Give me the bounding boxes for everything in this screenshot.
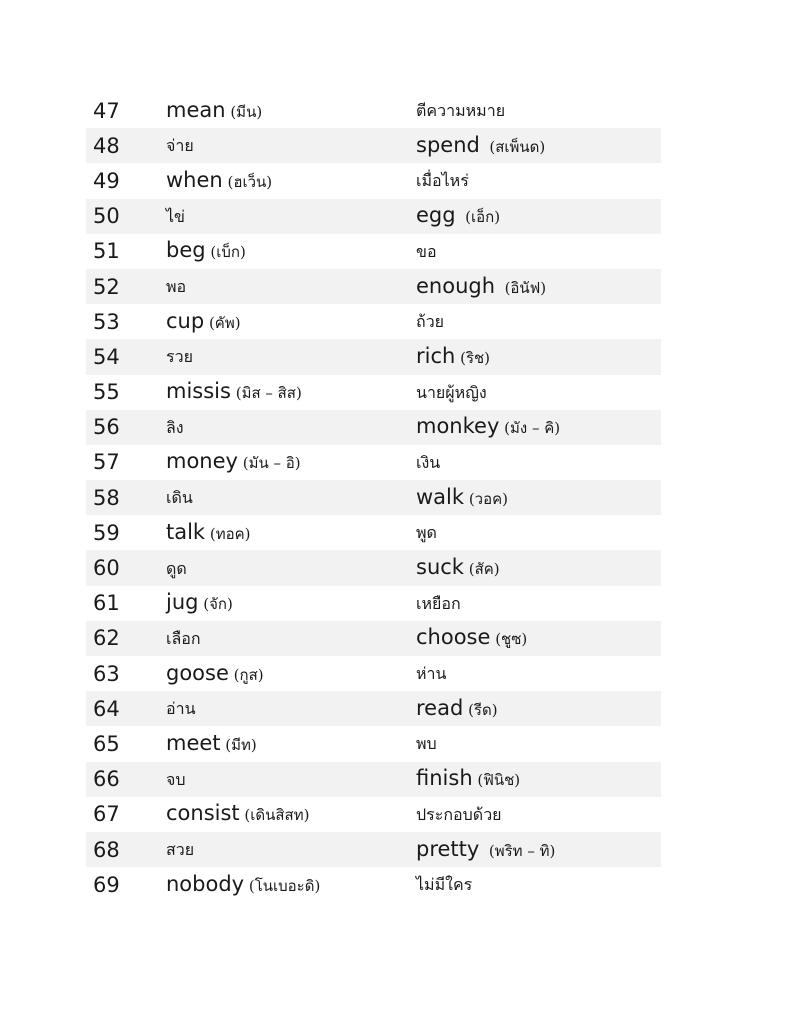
table-row (86, 691, 661, 726)
table-row (86, 199, 661, 234)
thai-pronunciation: (ฮเว็น) (222, 172, 273, 191)
thai-meaning: พูด (416, 523, 437, 543)
thai-meaning: ไม่มีใคร (416, 875, 473, 895)
english-word: spend (416, 132, 480, 157)
row-number: 60 (93, 556, 120, 581)
column-a-cell (166, 797, 416, 832)
thai-pronunciation: (ฟินิช) (472, 771, 521, 790)
table-row (86, 93, 661, 128)
column-b-cell (416, 691, 661, 726)
row-number: 48 (93, 133, 120, 158)
row-number: 55 (93, 380, 120, 405)
thai-meaning: ห่าน (416, 664, 447, 684)
thai-meaning: เลือก (166, 628, 201, 648)
table-row (86, 375, 661, 410)
thai-meaning: จบ (166, 769, 186, 789)
table-row (86, 867, 661, 902)
column-b-cell (416, 726, 661, 761)
row-number: 62 (93, 626, 120, 651)
table-row (86, 269, 661, 304)
thai-meaning: พอ (166, 277, 187, 297)
table-row (86, 656, 661, 691)
table-row (86, 163, 661, 198)
english-word: finish (416, 766, 473, 791)
english-word: money (166, 449, 238, 474)
thai-meaning: ขอ (416, 241, 437, 261)
column-a-cell (166, 656, 416, 691)
column-b-cell (416, 339, 661, 374)
column-b-cell (416, 410, 661, 445)
column-b-cell (416, 445, 661, 480)
thai-pronunciation: (มัน – อิ) (237, 454, 301, 473)
thai-pronunciation: (ริช) (455, 348, 491, 367)
thai-pronunciation: (ชูซ) (490, 630, 528, 649)
thai-pronunciation: (อินัฟ) (495, 278, 547, 297)
thai-pronunciation: (พริท – ทิ) (479, 841, 556, 860)
thai-meaning: ตีความหมาย (416, 101, 506, 121)
english-word: talk (166, 519, 206, 544)
table-row (86, 726, 661, 761)
english-word: mean (166, 97, 226, 122)
column-a-cell (166, 867, 416, 902)
thai-meaning: สวย (166, 840, 195, 860)
column-a-cell (166, 375, 416, 410)
thai-meaning: จ่าย (166, 136, 194, 156)
table-row (86, 410, 661, 445)
row-number: 56 (93, 415, 120, 440)
column-a-cell (166, 93, 416, 128)
thai-pronunciation: (มัง – คิ) (499, 419, 561, 438)
thai-pronunciation: (กูส) (228, 665, 264, 684)
thai-pronunciation: (ทอค) (205, 524, 251, 543)
thai-meaning: อ่าน (166, 699, 196, 719)
row-number: 59 (93, 520, 120, 545)
english-word: beg (166, 238, 206, 263)
column-a-cell (166, 621, 416, 656)
thai-pronunciation: (เบ็ก) (205, 243, 246, 262)
table-row (86, 445, 661, 480)
thai-pronunciation: (เดินสิสท) (239, 806, 310, 825)
row-number: 69 (93, 872, 120, 897)
english-word: consist (166, 801, 240, 826)
column-b-cell (416, 163, 661, 198)
vocabulary-table-body (86, 93, 661, 902)
table-row (86, 621, 661, 656)
row-number: 49 (93, 168, 120, 193)
english-word: when (166, 167, 223, 192)
column-a-cell (166, 199, 416, 234)
english-word: suck (416, 555, 464, 580)
table-row (86, 515, 661, 550)
table-row (86, 762, 661, 797)
thai-meaning: พบ (416, 734, 437, 754)
thai-meaning: รวย (166, 347, 193, 367)
column-b-cell (416, 656, 661, 691)
column-a-cell (166, 339, 416, 374)
thai-pronunciation: (รีด) (463, 700, 498, 719)
column-b-cell (416, 269, 661, 304)
thai-meaning: เดิน (166, 488, 193, 508)
thai-meaning: เหยือก (416, 593, 461, 613)
thai-pronunciation: (โนเบอะดิ) (244, 876, 321, 895)
row-number: 52 (93, 274, 120, 299)
table-row (86, 797, 661, 832)
thai-meaning: เมื่อไหร่ (416, 171, 469, 191)
row-number: 68 (93, 837, 120, 862)
column-b-cell (416, 375, 661, 410)
column-b-cell (416, 199, 661, 234)
table-row (86, 586, 661, 621)
thai-pronunciation: (มีท) (220, 735, 257, 754)
column-a-cell (166, 726, 416, 761)
row-number: 58 (93, 485, 120, 510)
column-b-cell (416, 93, 661, 128)
thai-meaning: ไข่ (166, 206, 185, 226)
row-number: 66 (93, 767, 120, 792)
column-b-cell (416, 128, 661, 163)
column-a-cell (166, 410, 416, 445)
english-word: missis (166, 379, 231, 404)
thai-pronunciation: (เอ็ก) (455, 208, 501, 227)
english-word: meet (166, 730, 221, 755)
column-a-cell (166, 550, 416, 585)
column-a-cell (166, 128, 416, 163)
english-word: jug (166, 590, 199, 615)
english-word: walk (416, 484, 465, 509)
row-number: 50 (93, 204, 120, 229)
table-row (86, 480, 661, 515)
thai-pronunciation: (มิส – สิส) (230, 384, 302, 403)
column-a-cell (166, 586, 416, 621)
row-number: 65 (93, 731, 120, 756)
column-a-cell (166, 445, 416, 480)
thai-pronunciation: (มีน) (225, 102, 263, 121)
english-word: egg (416, 203, 456, 228)
column-a-cell (166, 234, 416, 269)
thai-meaning: ลิง (166, 417, 184, 437)
table-row (86, 234, 661, 269)
column-a-cell (166, 762, 416, 797)
column-b-cell (416, 586, 661, 621)
row-number: 63 (93, 661, 120, 686)
column-b-cell (416, 304, 661, 339)
column-a-cell (166, 832, 416, 867)
thai-pronunciation: (สัค) (463, 560, 500, 579)
english-word: cup (166, 308, 205, 333)
column-a-cell (166, 480, 416, 515)
english-word: monkey (416, 414, 500, 439)
english-word: enough (416, 273, 496, 298)
thai-meaning: เงิน (416, 452, 441, 472)
thai-pronunciation: (จัก) (198, 595, 233, 614)
english-word: goose (166, 660, 229, 685)
thai-pronunciation: (คัพ) (204, 313, 241, 332)
column-b-cell (416, 797, 661, 832)
row-number: 67 (93, 802, 120, 827)
english-word: rich (416, 343, 456, 368)
english-word: choose (416, 625, 491, 650)
column-b-cell (416, 621, 661, 656)
column-b-cell (416, 515, 661, 550)
column-a-cell (166, 163, 416, 198)
thai-meaning: นายผู้หญิง (416, 382, 487, 402)
column-b-cell (416, 762, 661, 797)
english-word: pretty (416, 836, 480, 861)
column-a-cell (166, 269, 416, 304)
column-b-cell (416, 550, 661, 585)
english-word: read (416, 695, 464, 720)
column-b-cell (416, 832, 661, 867)
row-number: 53 (93, 309, 120, 334)
column-b-cell (416, 480, 661, 515)
column-a-cell (166, 691, 416, 726)
row-number: 57 (93, 450, 120, 475)
thai-meaning: ดูด (166, 558, 187, 578)
row-number: 61 (93, 591, 120, 616)
vocabulary-table (86, 93, 661, 902)
thai-pronunciation: (สเพ็นด) (479, 137, 546, 156)
thai-pronunciation: (วอค) (464, 489, 508, 508)
thai-meaning: ประกอบด้วย (416, 804, 502, 824)
table-row (86, 832, 661, 867)
table-row (86, 550, 661, 585)
column-a-cell (166, 304, 416, 339)
table-row (86, 128, 661, 163)
row-number: 47 (93, 98, 120, 123)
column-a-cell (166, 515, 416, 550)
row-number: 64 (93, 696, 120, 721)
table-row (86, 304, 661, 339)
row-number: 51 (93, 239, 120, 264)
thai-meaning: ถ้วย (416, 312, 445, 332)
column-b-cell (416, 867, 661, 902)
column-b-cell (416, 234, 661, 269)
english-word: nobody (166, 871, 245, 896)
row-number: 54 (93, 344, 120, 369)
table-row (86, 339, 661, 374)
